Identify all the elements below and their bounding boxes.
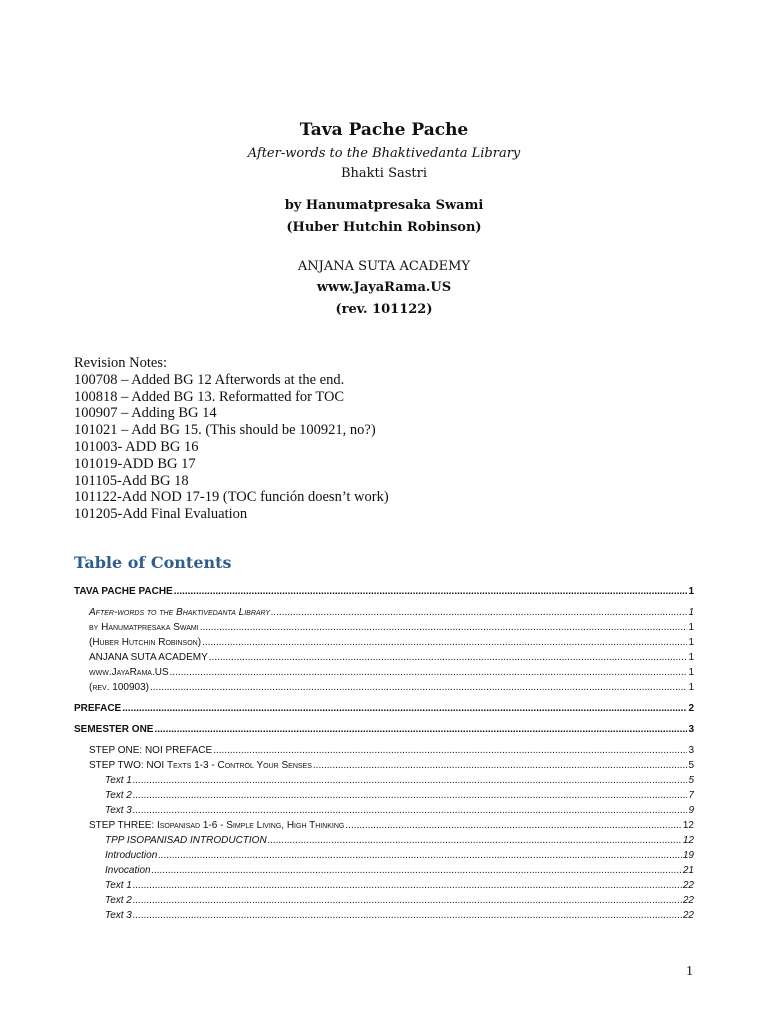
toc-entry[interactable]: www.JayaRama.US ..... 1 <box>74 665 694 680</box>
toc-entry[interactable]: by Hanumatpresaka Swami ..... 1 <box>74 620 694 635</box>
toc-entry[interactable]: STEP TWO: NOI Texts 1-3 - Control Your Senses ..... 5 <box>74 758 694 773</box>
document-subtitle: After-words to the Bhaktivedanta Library <box>247 146 521 161</box>
revision-note: 100818 – Added BG 13. Reformatted for TOC <box>74 388 345 405</box>
toc-entry[interactable]: Introduction ..... 19 <box>74 848 694 863</box>
toc-entry[interactable]: Text 1 ..... 5 <box>74 773 694 788</box>
toc-entry[interactable]: Text 3 ..... 9 <box>74 803 694 818</box>
revision-notes <box>74 355 389 523</box>
revision-note: 100907 – Adding BG 14 <box>74 405 217 422</box>
toc-heading: Table of Contents <box>74 553 232 572</box>
toc-entry[interactable]: SEMESTER ONE ..... 3 <box>74 722 694 737</box>
revision-note: 100708 – Added BG 12 Afterwords at the end. <box>74 371 345 388</box>
toc-entry[interactable]: TAVA PACHE PACHE ..... 1 <box>74 584 694 599</box>
revision-note: 101105-Add BG 18 <box>74 472 189 489</box>
toc-entry[interactable]: Text 2 ..... 7 <box>74 788 694 803</box>
revision-note: 101021 – Add BG 15. (This should be 100921, no?) <box>74 422 376 439</box>
table-of-contents <box>74 584 694 923</box>
revision-note: 101003- ADD BG 16 <box>74 438 199 455</box>
website: www.JayaRama.US <box>316 280 452 295</box>
document-title: Tava Pache Pache <box>299 120 469 140</box>
revision-note: 101122-Add NOD 17-19 (TOC función doesn’t work) <box>74 489 389 506</box>
toc-entry[interactable]: TPP ISOPANISAD INTRODUCTION ..... 12 <box>74 833 694 848</box>
toc-entry[interactable]: Invocation ..... 21 <box>74 863 694 878</box>
course-name: Bhakti Sastri <box>341 166 427 181</box>
toc-entry[interactable]: Text 3 ..... 22 <box>74 908 694 923</box>
toc-entry[interactable]: (Huber Hutchin Robinson) ..... 1 <box>74 635 694 650</box>
academy-name: ANJANA SUTA ACADEMY <box>297 259 471 274</box>
toc-entry[interactable]: ANJANA SUTA ACADEMY ..... 1 <box>74 650 694 665</box>
revision-number: (rev. 101122) <box>335 302 433 317</box>
toc-entry[interactable]: Text 1 ..... 22 <box>74 878 694 893</box>
toc-entry[interactable]: STEP THREE: Isopanisad 1-6 - Simple Living, High Thinking ..... 12 <box>74 818 694 833</box>
revision-note: Revision Notes: <box>74 355 168 371</box>
toc-entry[interactable]: Text 2 ..... 22 <box>74 893 694 908</box>
toc-entry[interactable]: PREFACE ..... 2 <box>74 701 694 716</box>
page-number: 1 <box>686 964 693 979</box>
toc-entry[interactable]: After-words to the Bhaktivedanta Library ..... 1 <box>74 605 694 620</box>
revision-note: 101205-Add Final Evaluation <box>74 506 248 523</box>
toc-entry[interactable]: STEP ONE: NOI PREFACE ..... 3 <box>74 743 694 758</box>
title-block <box>0 116 768 321</box>
author-name: (Huber Hutchin Robinson) <box>286 220 482 235</box>
toc-entry[interactable]: (rev. 100903) ..... 1 <box>74 680 694 695</box>
author-line: by Hanumatpresaka Swami <box>284 198 484 213</box>
revision-note: 101019-ADD BG 17 <box>74 455 196 472</box>
